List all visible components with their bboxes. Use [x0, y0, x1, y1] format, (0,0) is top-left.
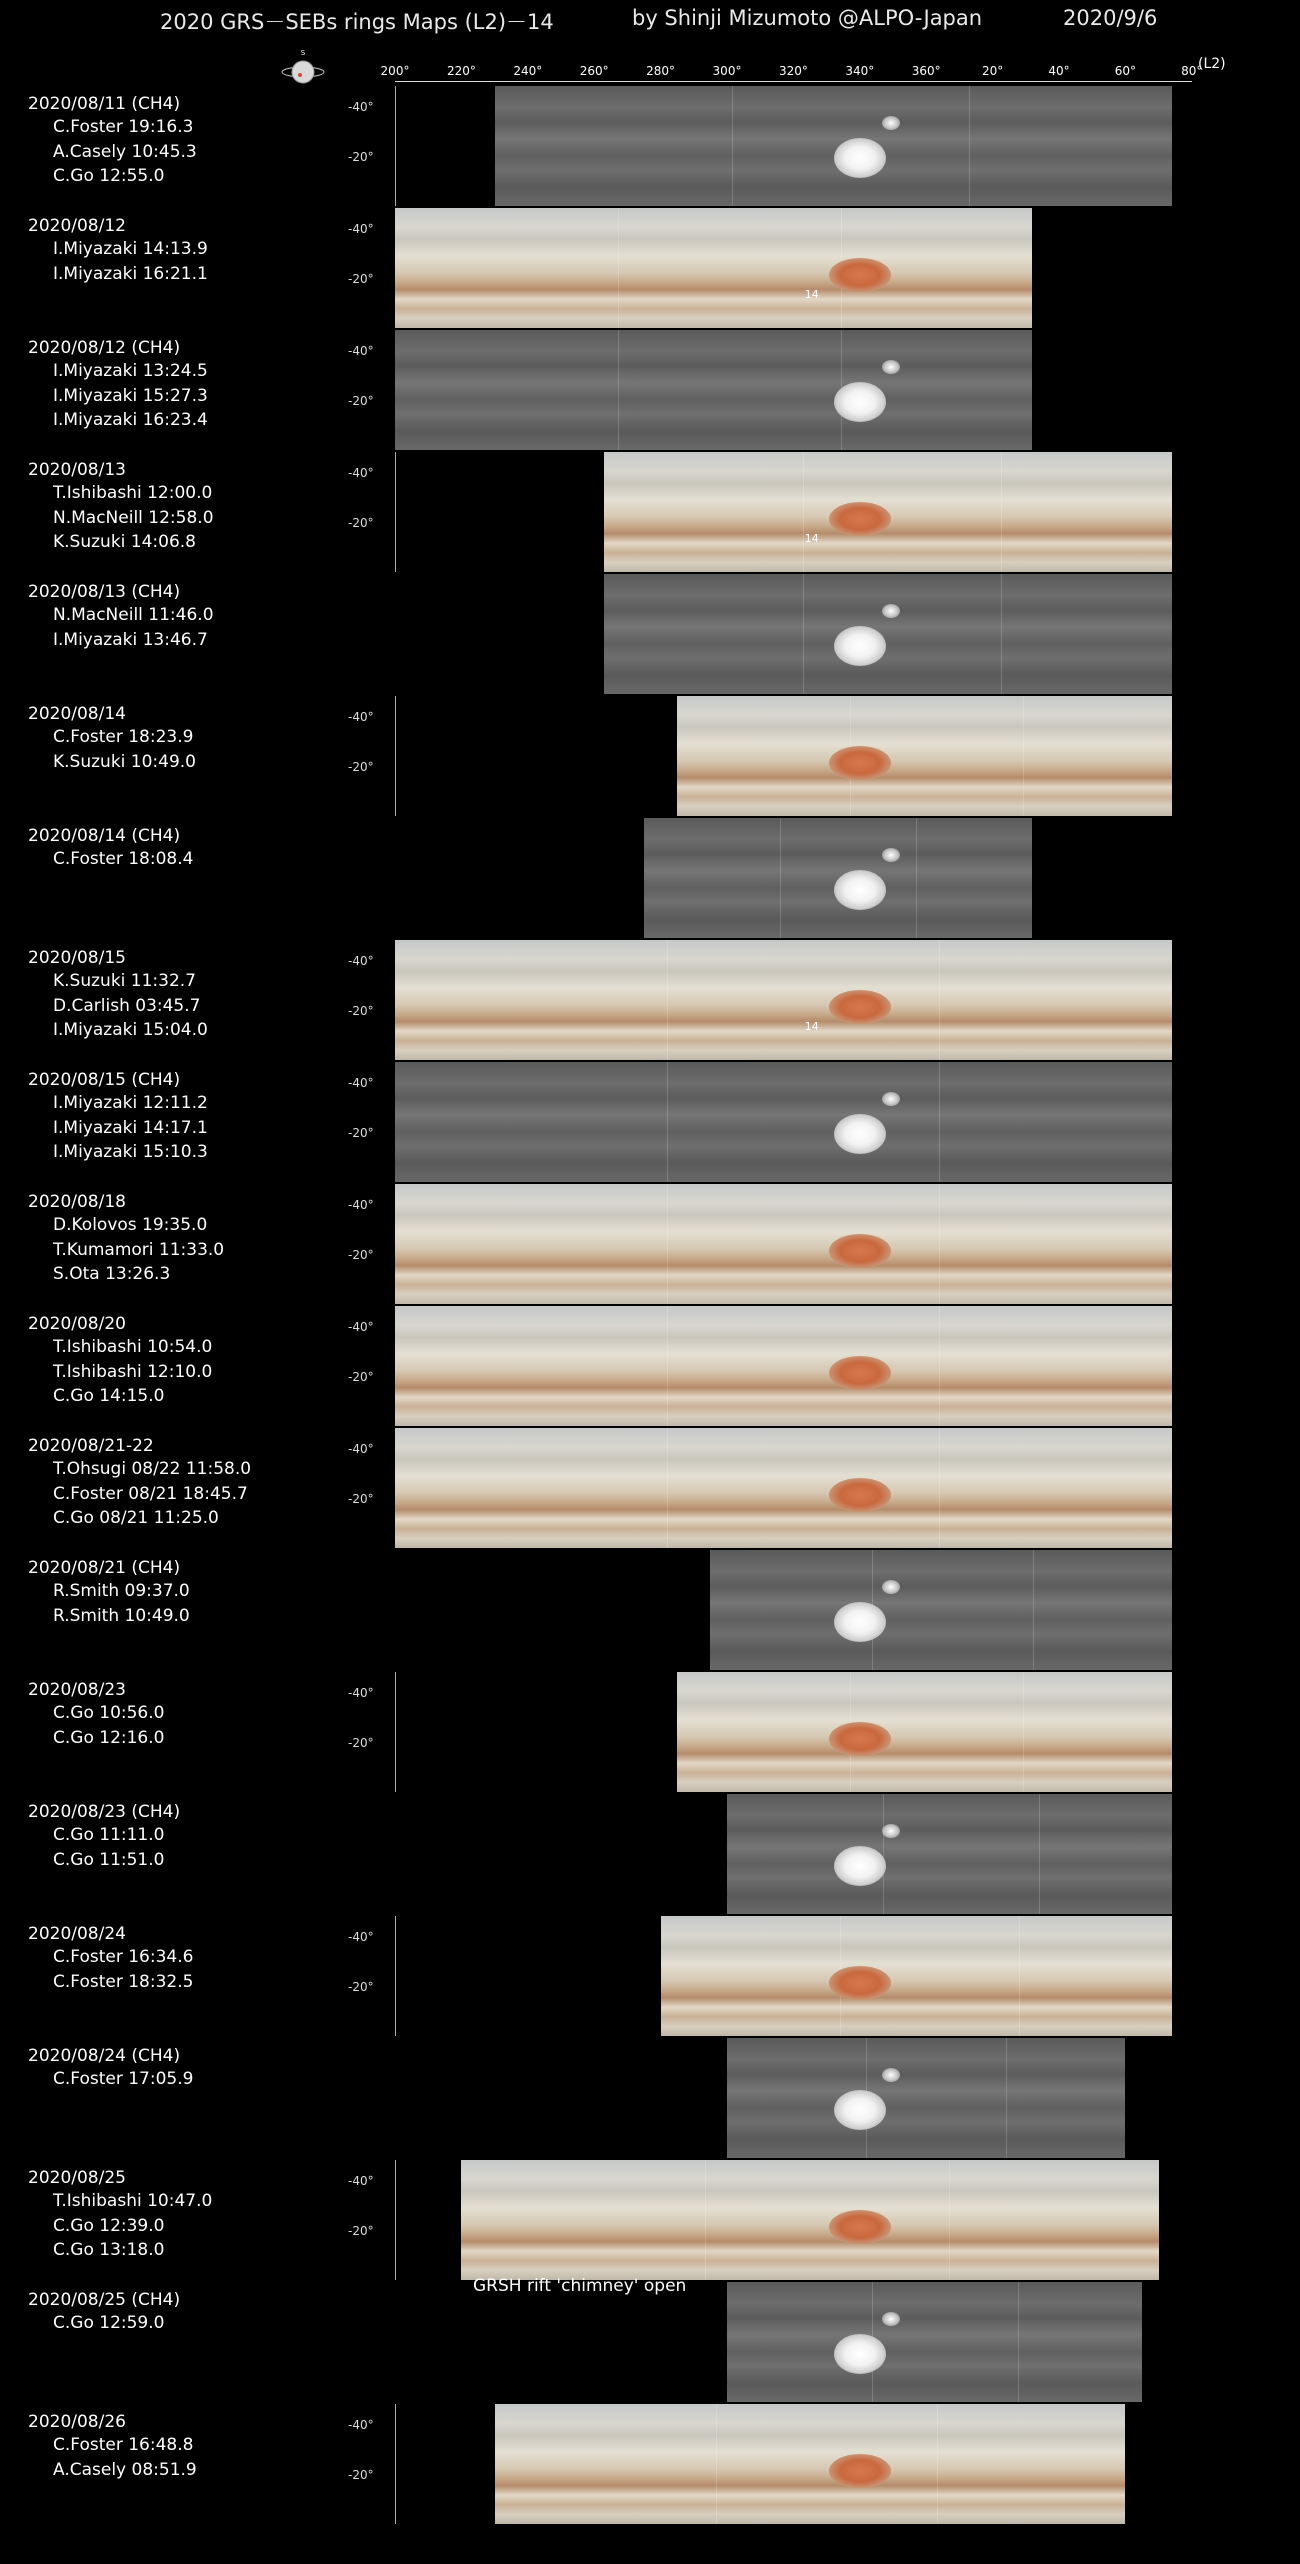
axis-tick-label: 220°: [446, 64, 476, 78]
latitude-tick-label: -40°: [348, 710, 374, 724]
methane-map-strip: [395, 1062, 1172, 1182]
color-map-strip: [395, 1184, 1172, 1304]
map-row: [0, 330, 1300, 450]
latitude-tick-label: -40°: [348, 344, 374, 358]
great-red-spot: [829, 1722, 891, 1756]
great-red-spot-methane: [834, 1602, 886, 1642]
mosaic-seam: [1023, 1672, 1024, 1792]
latitude-tick-label: -40°: [348, 1320, 374, 1334]
observer-entry: T.Kumamori 11:33.0: [53, 1239, 225, 1260]
methane-map-strip: [644, 818, 1032, 938]
observation-date: 2020/08/25 (CH4): [28, 2290, 181, 2310]
map-row: [0, 818, 1300, 938]
axis-tick-label: 240°: [513, 64, 543, 78]
observation-date: 2020/08/20: [28, 1314, 126, 1334]
mosaic-seam: [1019, 1916, 1020, 2036]
latitude-axis-line: [395, 2404, 396, 2524]
color-map-strip: [677, 696, 1172, 816]
figure-title: [0, 6, 1300, 36]
color-map-strip: [661, 1916, 1172, 2036]
great-red-spot: [829, 2454, 891, 2488]
latitude-tick-label: -20°: [348, 272, 374, 286]
color-map-strip: [395, 208, 1032, 328]
observation-date: 2020/08/21-22: [28, 1436, 154, 1456]
observer-entry: I.Miyazaki 15:04.0: [53, 1020, 208, 1040]
observer-entry: C.Foster 16:48.8: [53, 2435, 194, 2455]
observer-entry: N.MacNeill 12:58.0: [53, 507, 214, 528]
map-row: [0, 1184, 1300, 1304]
mosaic-seam: [716, 2404, 717, 2524]
mosaic-seam: [1023, 696, 1024, 816]
mosaic-seam: [939, 1306, 940, 1426]
great-red-spot-methane: [834, 870, 886, 910]
map-row: [0, 1062, 1300, 1182]
bright-oval: [882, 116, 900, 130]
observer-entry: C.Foster 18:08.4: [53, 849, 194, 869]
great-red-spot: [829, 990, 891, 1024]
observer-entry: T.Ishibashi 12:10.0: [53, 1361, 213, 1382]
observation-date: 2020/08/18: [28, 1192, 126, 1212]
mosaic-seam: [780, 818, 781, 938]
map-row: [0, 2038, 1300, 2158]
latitude-tick-label: -20°: [348, 516, 374, 530]
map-row: [0, 86, 1300, 206]
methane-map-strip: [727, 2282, 1142, 2402]
observation-date: 2020/08/15: [28, 948, 126, 968]
bright-oval: [882, 2312, 900, 2326]
great-red-spot: [829, 1966, 891, 2000]
mosaic-seam: [949, 2160, 950, 2280]
observation-date: 2020/08/23: [28, 1680, 126, 1700]
mosaic-seam: [939, 1062, 940, 1182]
observer-entry: C.Foster 16:34.6: [53, 1947, 194, 1967]
map-row: [0, 1428, 1300, 1548]
observation-date: 2020/08/14: [28, 704, 126, 724]
observer-entry: S.Ota 13:26.3: [53, 1264, 171, 1284]
mosaic-seam: [937, 2404, 938, 2524]
mosaic-seam: [939, 940, 940, 1060]
observer-entry: I.Miyazaki 15:10.3: [53, 1142, 208, 1162]
observer-entry: C.Go 11:51.0: [53, 1849, 165, 1870]
longitude-axis: [0, 56, 1300, 86]
axis-tick-label: 360°: [911, 64, 941, 78]
mosaic-seam: [803, 452, 804, 572]
axis-unit: (L2): [1198, 56, 1226, 72]
great-red-spot: [829, 1478, 891, 1512]
observation-date: 2020/08/13: [28, 460, 126, 480]
latitude-tick-label: -20°: [348, 1248, 374, 1262]
observer-entry: R.Smith 09:37.0: [53, 1581, 190, 1601]
observation-date: 2020/08/14 (CH4): [28, 826, 181, 846]
axis-tick-label: 20°: [981, 64, 1004, 78]
observation-date: 2020/08/12 (CH4): [28, 338, 181, 358]
title-main: 2020 GRS－SEBs rings Maps (L2)－14: [160, 10, 554, 34]
great-red-spot: [829, 1356, 891, 1390]
mosaic-seam: [667, 940, 668, 1060]
observer-entry: K.Suzuki 14:06.8: [53, 532, 196, 552]
latitude-axis-line: [395, 696, 396, 816]
observer-entry: C.Foster 19:16.3: [53, 117, 194, 137]
bright-oval: [882, 604, 900, 618]
latitude-tick-label: -20°: [348, 2224, 374, 2238]
map-row: [0, 208, 1300, 328]
map-row: [0, 574, 1300, 694]
mosaic-seam: [667, 1184, 668, 1304]
mosaic-seam: [667, 1062, 668, 1182]
map-row: [0, 2404, 1300, 2524]
latitude-tick-label: -40°: [348, 1076, 374, 1090]
bright-oval: [882, 360, 900, 374]
map-row: [0, 696, 1300, 816]
mosaic-seam: [1033, 1550, 1034, 1670]
mosaic-seam: [916, 818, 917, 938]
observer-entry: C.Go 11:11.0: [53, 1825, 165, 1845]
latitude-tick-label: -40°: [348, 2174, 374, 2188]
latitude-tick-label: -40°: [348, 1686, 374, 1700]
axis-tick-label: 60°: [1114, 64, 1137, 78]
observer-entry: C.Foster 18:32.5: [53, 1971, 194, 1992]
latitude-tick-label: -20°: [348, 1980, 374, 1994]
axis-tick-label: 340°: [845, 64, 875, 78]
feature-marker-label: 14: [804, 532, 819, 545]
observer-entry: I.Miyazaki 16:23.4: [53, 410, 208, 430]
observation-date: 2020/08/15 (CH4): [28, 1070, 181, 1090]
observation-date: 2020/08/23 (CH4): [28, 1802, 181, 1822]
color-map-strip: [395, 940, 1172, 1060]
latitude-tick-label: -40°: [348, 954, 374, 968]
axis-tick-label: 320°: [778, 64, 808, 78]
observer-entry: T.Ohsugi 08/22 11:58.0: [53, 1459, 252, 1479]
methane-map-strip: [604, 574, 1172, 694]
latitude-tick-label: -20°: [348, 150, 374, 164]
observation-date: 2020/08/24 (CH4): [28, 2046, 181, 2066]
map-row: [0, 452, 1300, 572]
great-red-spot-methane: [834, 2090, 886, 2130]
observer-entry: I.Miyazaki 16:21.1: [53, 263, 208, 284]
map-row: [0, 1794, 1300, 1914]
map-row: [0, 1916, 1300, 2036]
bright-oval: [882, 1580, 900, 1594]
observer-entry: C.Go 12:39.0: [53, 2215, 165, 2236]
color-map-strip: [495, 2404, 1126, 2524]
observer-entry: K.Suzuki 11:32.7: [53, 971, 196, 991]
observer-entry: R.Smith 10:49.0: [53, 1605, 190, 1626]
latitude-tick-label: -20°: [348, 394, 374, 408]
observer-entry: C.Go 12:55.0: [53, 166, 165, 186]
observer-entry: C.Foster 18:23.9: [53, 727, 194, 747]
observer-entry: D.Kolovos 19:35.0: [53, 1215, 208, 1235]
color-map-strip: [677, 1672, 1172, 1792]
latitude-tick-label: -40°: [348, 1930, 374, 1944]
mosaic-seam: [667, 1306, 668, 1426]
observer-entry: I.Miyazaki 15:27.3: [53, 385, 208, 406]
latitude-tick-label: -20°: [348, 1126, 374, 1140]
observer-entry: A.Casely 08:51.9: [53, 2459, 197, 2480]
great-red-spot-methane: [834, 626, 886, 666]
great-red-spot-methane: [834, 1846, 886, 1886]
map-row: [0, 1550, 1300, 1670]
observer-entry: T.Ishibashi 12:00.0: [53, 483, 213, 503]
latitude-tick-label: -20°: [348, 1736, 374, 1750]
latitude-tick-label: -40°: [348, 466, 374, 480]
methane-map-strip: [395, 330, 1032, 450]
mosaic-seam: [939, 1428, 940, 1548]
latitude-axis-line: [395, 452, 396, 572]
observer-entry: I.Miyazaki 13:46.7: [53, 629, 208, 650]
map-row: [0, 940, 1300, 1060]
observer-entry: C.Go 14:15.0: [53, 1386, 165, 1406]
observer-entry: A.Casely 10:45.3: [53, 141, 197, 162]
great-red-spot-methane: [834, 138, 886, 178]
latitude-tick-label: -20°: [348, 1370, 374, 1384]
axis-tick-label: 80°: [1181, 64, 1203, 78]
bright-oval: [882, 1092, 900, 1106]
latitude-axis-line: [395, 2160, 396, 2280]
methane-map-strip: [727, 1794, 1172, 1914]
feature-marker-label: 14: [804, 1020, 819, 1033]
observer-entry: I.Miyazaki 14:13.9: [53, 239, 208, 259]
feature-annotation: GRSH rift 'chimney' open: [473, 2276, 687, 2296]
observation-date: 2020/08/21 (CH4): [28, 1558, 181, 1578]
latitude-tick-label: -40°: [348, 100, 374, 114]
bright-oval: [882, 2068, 900, 2082]
great-red-spot: [829, 258, 891, 292]
observation-date: 2020/08/25: [28, 2168, 126, 2188]
latitude-tick-label: -40°: [348, 1442, 374, 1456]
axis-tick-label: 200°: [380, 64, 410, 78]
observation-date: 2020/08/24: [28, 1924, 126, 1944]
axis-tick-label: 280°: [646, 64, 676, 78]
observer-entry: I.Miyazaki 12:11.2: [53, 1093, 208, 1113]
observation-date: 2020/08/26: [28, 2412, 126, 2432]
axis-line: [395, 81, 1192, 82]
title-date: 2020/9/6: [1063, 6, 1158, 30]
mosaic-seam: [732, 86, 733, 206]
methane-map-strip: [727, 2038, 1125, 2158]
color-map-strip: [604, 452, 1172, 572]
feature-marker-label: 14: [804, 288, 819, 301]
latitude-tick-label: -40°: [348, 222, 374, 236]
observer-entry: C.Go 12:59.0: [53, 2313, 165, 2333]
color-map-strip: [395, 1306, 1172, 1426]
mosaic-seam: [1018, 2282, 1019, 2402]
mosaic-seam: [1001, 452, 1002, 572]
latitude-tick-label: -20°: [348, 1492, 374, 1506]
axis-tick-label: 40°: [1048, 64, 1070, 78]
mosaic-seam: [618, 208, 619, 328]
great-red-spot-methane: [834, 382, 886, 422]
bright-oval: [882, 1824, 900, 1838]
bright-oval: [882, 848, 900, 862]
mosaic-seam: [969, 86, 970, 206]
methane-map-strip: [710, 1550, 1172, 1670]
latitude-tick-label: -20°: [348, 760, 374, 774]
mosaic-seam: [1006, 2038, 1007, 2158]
mosaic-seam: [939, 1184, 940, 1304]
mosaic-seam: [1001, 574, 1002, 694]
observer-entry: T.Ishibashi 10:54.0: [53, 1337, 213, 1357]
map-row: [0, 2276, 1300, 2402]
methane-map-strip: [495, 86, 1172, 206]
mosaic-seam: [705, 2160, 706, 2280]
great-red-spot-methane: [834, 2334, 886, 2374]
latitude-axis-line: [395, 86, 396, 206]
observer-entry: I.Miyazaki 14:17.1: [53, 1117, 208, 1138]
color-map-strip: [461, 2160, 1158, 2280]
latitude-axis-line: [395, 1916, 396, 2036]
map-row: [0, 2160, 1300, 2280]
latitude-tick-label: -40°: [348, 2418, 374, 2432]
observer-entry: C.Go 10:56.0: [53, 1703, 165, 1723]
great-red-spot-methane: [834, 1114, 886, 1154]
observer-entry: C.Foster 08/21 18:45.7: [53, 1483, 248, 1504]
mosaic-seam: [1039, 1794, 1040, 1914]
observer-entry: C.Go 13:18.0: [53, 2240, 165, 2260]
latitude-tick-label: -20°: [348, 2468, 374, 2482]
mosaic-seam: [803, 574, 804, 694]
title-author: by Shinji Mizumoto @ALPO-Japan: [632, 6, 983, 30]
axis-tick-label: 260°: [579, 64, 609, 78]
latitude-axis-line: [395, 1672, 396, 1792]
observer-entry: D.Carlish 03:45.7: [53, 995, 201, 1016]
observer-entry: C.Go 12:16.0: [53, 1727, 165, 1748]
observer-entry: N.MacNeill 11:46.0: [53, 605, 214, 625]
mosaic-seam: [667, 1428, 668, 1548]
great-red-spot: [829, 2210, 891, 2244]
observer-entry: C.Go 08/21 11:25.0: [53, 1508, 219, 1528]
observation-date: 2020/08/12: [28, 216, 126, 236]
great-red-spot: [829, 746, 891, 780]
observer-entry: T.Ishibashi 10:47.0: [53, 2191, 213, 2211]
great-red-spot: [829, 1234, 891, 1268]
great-red-spot: [829, 502, 891, 536]
latitude-tick-label: -20°: [348, 1004, 374, 1018]
observer-entry: C.Foster 17:05.9: [53, 2069, 194, 2089]
mosaic-seam: [618, 330, 619, 450]
axis-tick-label: 300°: [712, 64, 742, 78]
observation-date: 2020/08/13 (CH4): [28, 582, 181, 602]
map-row: [0, 1672, 1300, 1792]
observation-date: 2020/08/11 (CH4): [28, 94, 181, 114]
svg-text:S: S: [300, 49, 306, 57]
color-map-strip: [395, 1428, 1172, 1548]
observer-entry: K.Suzuki 10:49.0: [53, 751, 196, 772]
map-row: [0, 1306, 1300, 1426]
observer-entry: I.Miyazaki 13:24.5: [53, 361, 208, 381]
latitude-tick-label: -40°: [348, 1198, 374, 1212]
mosaic-seam: [883, 1794, 884, 1914]
